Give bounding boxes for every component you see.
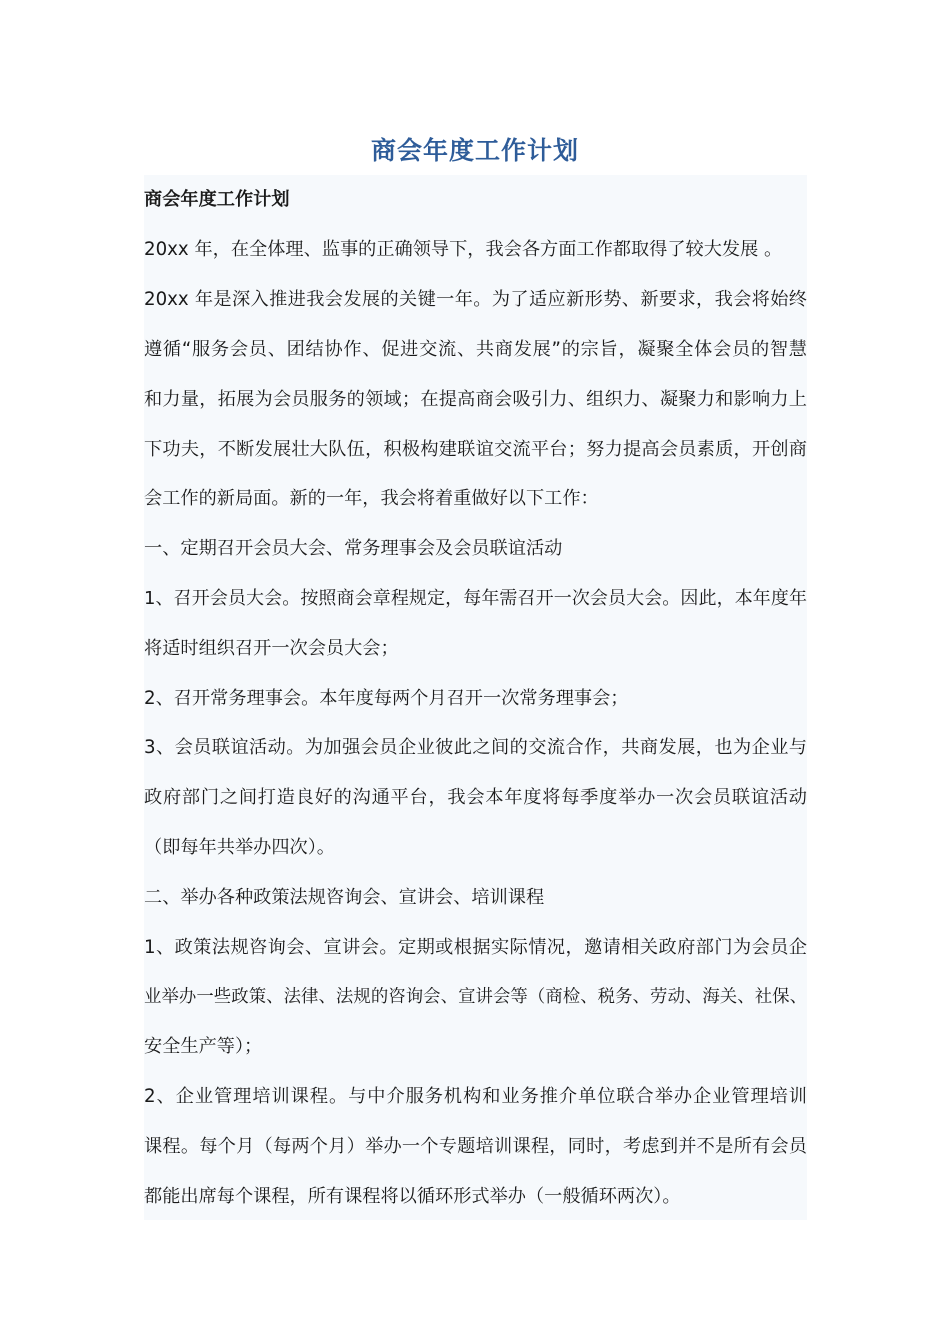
paragraph-line: 业举办一些政策、法律、法规的咨询会、宣讲会等（商检、税务、劳动、海关、社保、 — [144, 987, 807, 1007]
paragraph-line: 和力量，拓展为会员服务的领域；在提高商会吸引力、组织力、凝聚力和影响力上 — [144, 389, 807, 410]
paragraph-line: 都能出席每个课程，所有课程将以循环形式举办（一般循环两次）。 — [144, 1186, 681, 1207]
section-heading: 二、举办各种政策法规咨询会、宣讲会、培训课程 — [144, 887, 545, 908]
paragraph-line: （即每年共举办四次）。 — [144, 837, 335, 858]
paragraph-line: 遵循“服务会员、团结协作、促进交流、共商发展”的宗旨，凝聚全体会员的智慧 — [144, 339, 807, 360]
paragraph-line: 20xx 年，在全体理、监事的正确领导下，我会各方面工作都取得了较大发展 。 — [144, 239, 783, 260]
section-heading: 一、定期召开会员大会、常务理事会及会员联谊活动 — [144, 538, 563, 559]
paragraph-line: 下功夫，不断发展壮大队伍，积极构建联谊交流平台；努力提高会员素质，开创商 — [144, 439, 807, 460]
paragraph-line: 课程。每个月（每两个月）举办一个专题培训课程，同时，考虑到并不是所有会员 — [144, 1136, 807, 1157]
paragraph-line: 会工作的新局面。新的一年，我会将着重做好以下工作： — [144, 488, 599, 509]
paragraph-line: 安全生产等）； — [144, 1036, 263, 1057]
paragraph-line: 2、企业管理培训课程。与中介服务机构和业务推介单位联合举办企业管理培训 — [144, 1086, 807, 1107]
paragraph-line: 将适时组织召开一次会员大会； — [144, 638, 399, 659]
paragraph-line: 2、召开常务理事会。本年度每两个月召开一次常务理事会； — [144, 688, 629, 709]
paragraph-line: 1、召开会员大会。按照商会章程规定，每年需召开一次会员大会。因此，本年度年 — [144, 588, 807, 609]
paragraph-line: 3、会员联谊活动。为加强会员企业彼此之间的交流合作，共商发展，也为企业与 — [144, 737, 807, 758]
paragraph-line: 20xx 年是深入推进我会发展的关键一年。为了适应新形势、新要求，我会将始终 — [144, 289, 807, 310]
document-body — [144, 175, 807, 1220]
paragraph-line: 政府部门之间打造良好的沟通平台，我会本年度将每季度举办一次会员联谊活动 — [144, 787, 807, 808]
paragraph-line: 1、政策法规咨询会、宣讲会。定期或根据实际情况，邀请相关政府部门为会员企 — [144, 937, 807, 958]
document-subtitle: 商会年度工作计划 — [144, 189, 290, 210]
document-title: 商会年度工作计划 — [370, 136, 579, 165]
